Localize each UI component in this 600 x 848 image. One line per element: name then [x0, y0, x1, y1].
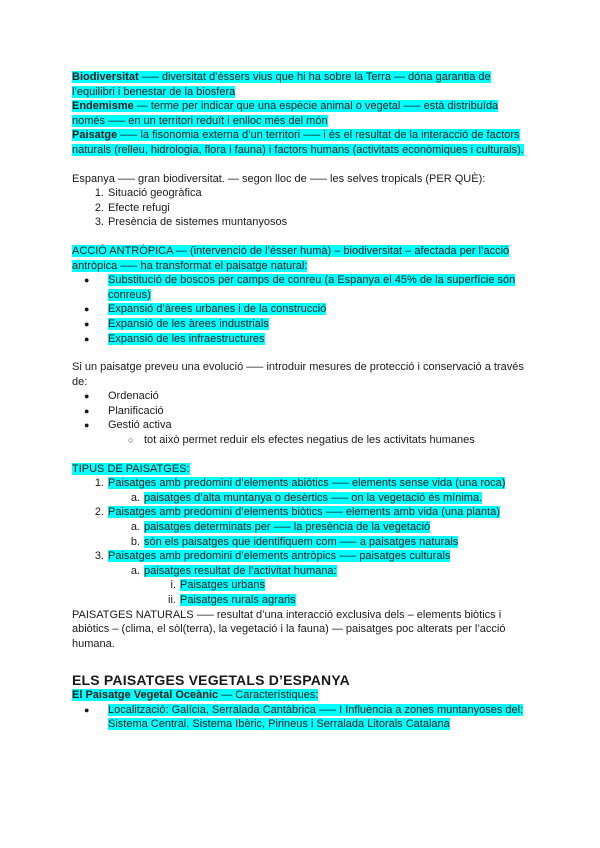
section-heading: ELS PAISATGES VEGETALS D’ESPANYA	[72, 672, 350, 689]
list-item-text: paisatges d’alta muntanya o desèrtics –— on la vegetació és mínima.	[144, 491, 483, 504]
list-marker: a.	[130, 521, 140, 534]
list-item-text: Efecte refugi	[108, 201, 170, 214]
list-item	[72, 332, 532, 347]
espanya-intro: Espanya –— gran biodiversitat. — segon lloc de –— les selves tropicals (PER QUÈ):	[72, 172, 486, 185]
list-item-text: Paisatges urbans	[180, 579, 265, 592]
document-page	[72, 70, 532, 732]
definition-text: –— la fisonomia externa d’un territori –— i és el resultat de la interacció de factors naturals (relleu, hidrologia, flora i fauna) i factors humans (activitats econòmiques i culturals).	[72, 129, 524, 156]
list-marker: a.	[130, 491, 140, 504]
list-item-text: Substitució de boscos per camps de conreu (a Espanya el 45% de la superfície són conreus)	[108, 274, 516, 301]
list-item	[72, 418, 532, 433]
list-item	[72, 593, 532, 608]
list-item	[72, 476, 532, 491]
list-item-text: Paisatges amb predomini d’elements abiòtics –— elements sense vida (una roca)	[108, 477, 506, 490]
bullet-icon: ●	[84, 275, 90, 286]
list-item-text: Gestió activa	[108, 419, 172, 432]
list-item	[72, 201, 532, 216]
definition-biodiversitat	[72, 70, 532, 99]
list-item	[72, 535, 532, 550]
tipus-title-text: TIPUS DE PAISATGES:	[72, 462, 190, 475]
list-marker: 3.	[94, 216, 104, 229]
list-item	[72, 404, 532, 419]
list-item	[72, 186, 532, 201]
list-item-text: Paisatges amb predomini d’elements biòtics –— elements amb vida (una planta)	[108, 506, 500, 519]
list-marker: 2.	[94, 201, 104, 214]
bullet-icon: ●	[84, 318, 90, 329]
list-marker: i.	[170, 579, 176, 592]
list-marker: b.	[130, 535, 140, 548]
subsection-term: El Paisatge Vegetal Oceànic	[72, 688, 219, 701]
definition-text: –— diversitat d’éssers vius que hi ha sobre la Terra — dóna garantia de l’equilibri i benestar de la biosfera	[72, 71, 491, 98]
list-item	[72, 703, 532, 732]
definition-endemisme	[72, 99, 532, 128]
accio-antropica-intro	[72, 244, 532, 273]
definition-text: — terme per indicar que una espècie animal o vegetal –— està distribuïda només –— en un territori reduït i enlloc més del món	[72, 100, 499, 127]
list-item-text: paisatges determinats per –— la presència de la vegetació	[144, 521, 431, 534]
list-item	[72, 520, 532, 535]
subsection-text: — Característiques:	[218, 688, 319, 701]
list-item-text: Ordenació	[108, 390, 159, 403]
tipus-list	[72, 476, 532, 607]
list-item	[72, 273, 532, 302]
oceanic-list	[72, 703, 532, 732]
list-item	[72, 578, 532, 593]
list-item-text: tot això permet reduir els efectes negatius de les activitats humanes	[144, 434, 475, 447]
list-marker: a.	[130, 564, 140, 577]
hollow-bullet-icon: ○	[128, 435, 134, 446]
bullet-icon: ●	[84, 405, 90, 416]
list-marker: 2.	[94, 506, 104, 519]
subsection-title	[72, 688, 532, 703]
list-item-text: Planificació	[108, 404, 164, 417]
list-item-text: Situació geogràfica	[108, 187, 202, 200]
list-item	[72, 505, 532, 520]
evolucio-list	[72, 389, 532, 447]
bullet-icon: ●	[84, 420, 90, 431]
term-paisatge: Paisatge	[72, 129, 118, 142]
list-item-text: paisatges resultat de l’activitat humana:	[144, 564, 337, 577]
accio-antropica-text: ACCIÓ ANTRÒPICA — (intervenció de l’ésser humà) – biodiversitat – afectada per l’acció antròpica –— ha transformat el paisatge natural:	[72, 244, 510, 272]
accio-list	[72, 273, 532, 346]
list-item-text: Expansió de les infraestructures	[108, 332, 265, 345]
list-item-text: Localització: Galícia, Serralada Cantàbrica –— I Influència a zones muntanyoses del: Sistema Central, Sistema Ibèric, Pirineus i Serralada Litorals Catalana	[108, 703, 524, 731]
list-item	[72, 564, 532, 579]
list-marker: 3.	[94, 550, 104, 563]
tipus-title	[72, 462, 532, 477]
list-marker: ii.	[168, 594, 176, 606]
list-item	[72, 302, 532, 317]
bullet-icon: ●	[84, 304, 90, 315]
bullet-icon: ●	[84, 704, 90, 715]
list-item-text: Expansió de les àrees industrials	[108, 317, 269, 330]
list-item	[72, 549, 532, 564]
bullet-icon: ●	[84, 391, 90, 402]
term-endemisme: Endemisme	[72, 100, 134, 113]
espanya-list	[72, 186, 532, 230]
evolucio-intro: Si un paisatge preveu una evolució –— introduir mesures de protecció i conservació a través de:	[72, 361, 524, 388]
list-item	[72, 433, 532, 448]
bullet-icon: ●	[84, 333, 90, 344]
list-item-text: Presència de sistemes muntanyosos	[108, 216, 288, 229]
list-item-text: Paisatges rurals agraris	[180, 594, 296, 606]
list-marker: 1.	[94, 187, 104, 200]
list-item-text: Expansió d’àrees urbanes i de la construcció	[108, 303, 327, 316]
list-item-text: Paisatges amb predomini d’elements antròpics –— paisatges culturals	[108, 550, 451, 563]
list-item	[72, 215, 532, 230]
list-item	[72, 317, 532, 332]
list-item-text: són els paisatges que identifiquem com –— a paisatges naturals	[144, 535, 459, 548]
list-marker: 1.	[94, 477, 104, 490]
paisatges-naturals-paragraph: PAISATGES NATURALS –— resultat d’una interacció exclusiva dels – elements biòtics i abiòtics – (clima, el sòl(terra), la vegetació i la fauna) — paisatges poc alterats per l’acció humana.	[72, 608, 506, 650]
list-item	[72, 491, 532, 506]
definition-paisatge	[72, 128, 532, 157]
list-item	[72, 389, 532, 404]
term-biodiversitat: Biodiversitat	[72, 71, 139, 83]
